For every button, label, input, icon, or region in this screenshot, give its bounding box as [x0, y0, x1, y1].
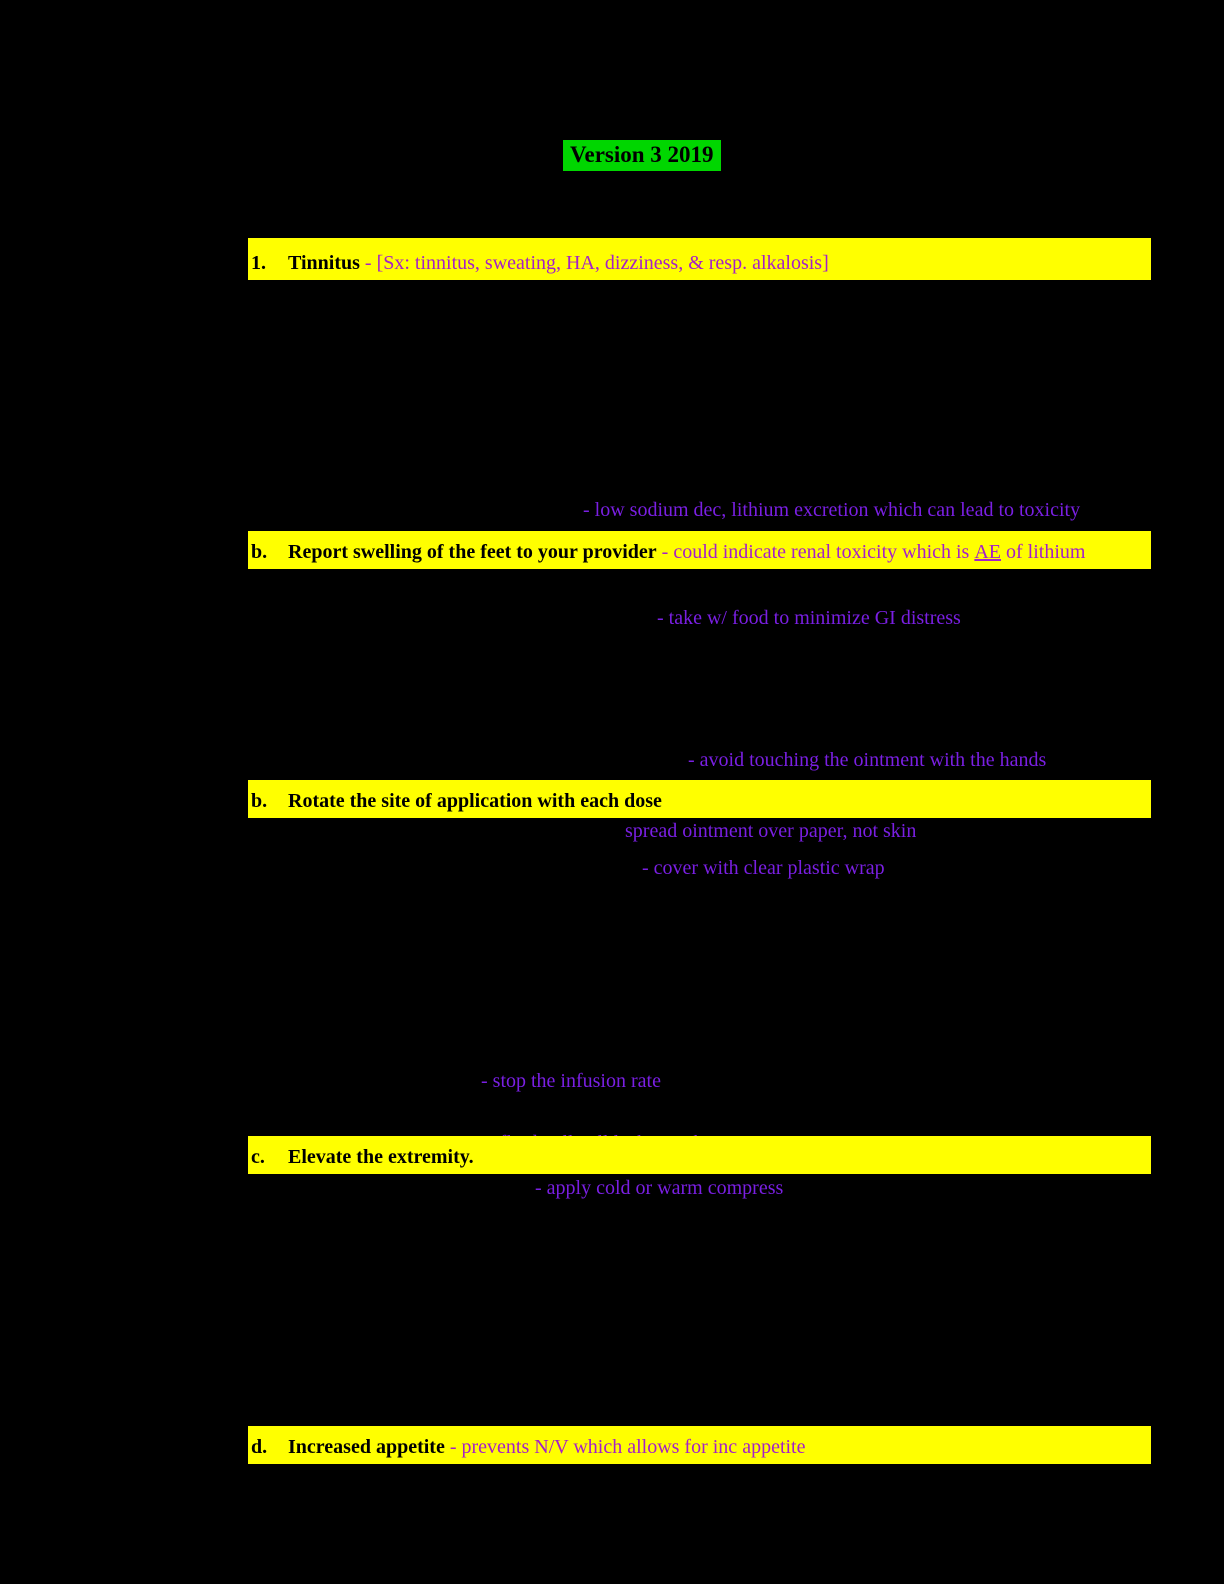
list-annotation: of lithium — [1001, 541, 1086, 563]
list-marker: d. — [251, 1436, 268, 1458]
list-annotation: - [Sx: tinnitus, sweating, HA, dizziness, & resp. alkalosis] — [359, 252, 829, 274]
note-low-sodium: - low sodium dec, lithium excretion which can lead to toxicity — [583, 499, 1081, 521]
note-spread-ointment: spread ointment over paper, not skin — [625, 820, 917, 842]
list-marker: c. — [251, 1146, 265, 1168]
list-label: Elevate the extremity. — [288, 1146, 474, 1168]
list-annotation-underlined: AE — [974, 541, 1002, 563]
list-item-elevate-extremity — [248, 1136, 1151, 1174]
list-item-tinnitus — [248, 238, 1151, 280]
list-item-increased-appetite — [248, 1426, 1151, 1464]
list-annotation: - prevents N/V which allows for inc appetite — [444, 1436, 806, 1458]
list-marker: 1. — [251, 252, 266, 274]
list-marker: b. — [251, 541, 268, 563]
note-take-with-food: - take w/ food to minimize GI distress — [657, 607, 961, 629]
page-title: Version 3 2019 — [563, 140, 721, 171]
list-item-report-swelling — [248, 531, 1151, 569]
note-avoid-touching: - avoid touching the ointment with the hands — [688, 749, 1047, 771]
list-annotation: - could indicate renal toxicity which is — [656, 541, 975, 563]
list-label: Tinnitus — [288, 252, 360, 274]
note-apply-compress: - apply cold or warm compress — [535, 1177, 784, 1199]
note-stop-infusion: - stop the infusion rate — [481, 1070, 661, 1092]
list-item-rotate-site — [248, 780, 1151, 818]
list-marker: b. — [251, 790, 268, 812]
list-label: Rotate the site of application with each dose — [288, 790, 662, 812]
note-cover-plastic-wrap: - cover with clear plastic wrap — [642, 857, 885, 879]
list-label: Report swelling of the feet to your provider — [288, 541, 657, 563]
list-label: Increased appetite — [288, 1436, 445, 1458]
